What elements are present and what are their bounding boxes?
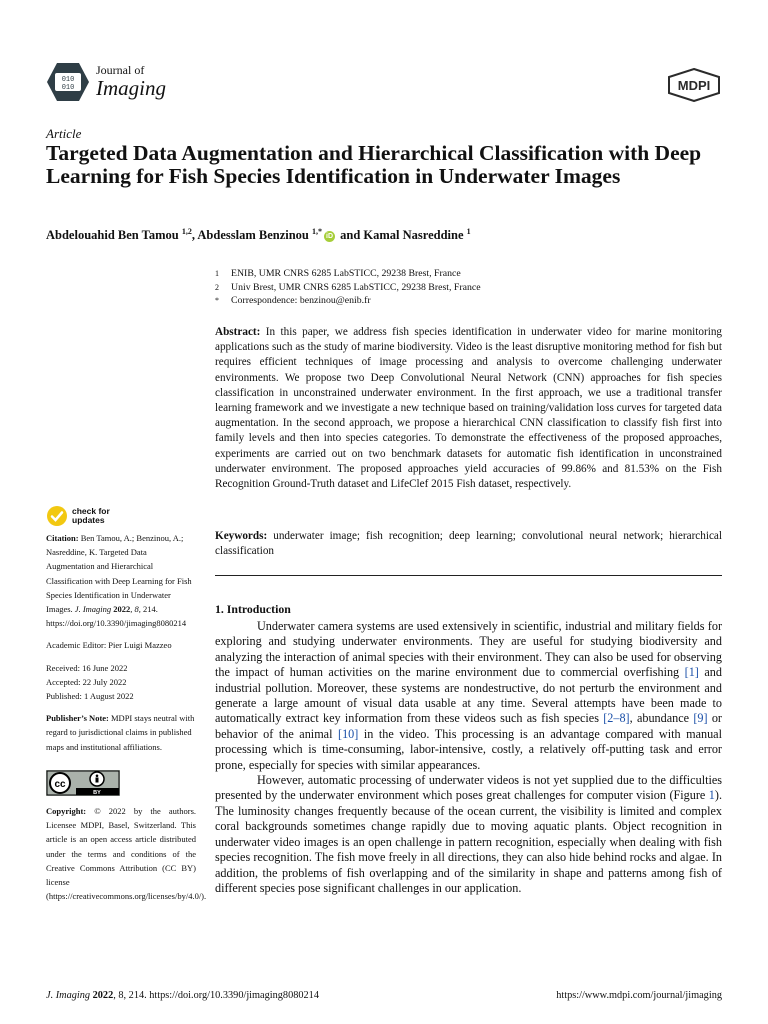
check-line-1: check for	[72, 506, 110, 516]
citation-volume: 8	[134, 604, 139, 615]
article-title: Targeted Data Augmentation and Hierarchical Classification with Deep Learning for Fish Species Identification in Underwater Images	[46, 141, 702, 188]
text-run: However, automatic processing of underwater videos is not yet supplied due to the difficulties presented by the underwater environment which poses great challenges for computer vision (Figure	[215, 773, 722, 803]
abstract-label: Abstract:	[215, 326, 261, 338]
footer-year: 2022	[92, 990, 114, 1001]
text-run: ). The luminosity changes frequently because of the ocean current, the visibility is limited and complex coral backgrounds sometimes change rapidly due to moving aquatic plants. Object recognition in underwater video images is an open challenge in pattern recognition, especially when dealing with fish species recognition. The fish move freely in all directions, they can also hide behind rocks and algae. In addition, the problems of fish overlapping and of the similarity in shape and patterns among fish of different species pose significant challenges in our application.	[215, 788, 722, 895]
citation-block: Citation: Ben Tamou, A.; Benzinou, A.; Nasreddine, K. Targeted Data Augmentation and Hierarchical Classification with Deep Learning for Fish Species Identification in Underwater Images. J. Imaging 2022, 8, 214. https://doi.org/10.3390/jimaging8080214	[46, 533, 192, 629]
section-heading-introduction: 1. Introduction	[215, 602, 291, 616]
intro-paragraph-2	[215, 773, 722, 896]
text-run: in the video. This processing is an advantage compared with manual processing which is time-consuming, labor-intensive, costly, a relatively off-putting task and error prone, especially for species with similar appearances.	[215, 726, 722, 772]
copyright-label: Copyright:	[46, 806, 87, 817]
author-conjunction: and	[340, 228, 361, 243]
publisher-note	[46, 711, 196, 754]
svg-text:cc: cc	[54, 778, 66, 790]
journal-prefix: Journal of	[96, 63, 145, 77]
affiliations	[215, 267, 481, 308]
footer-journal-url[interactable]: https://www.mdpi.com/journal/jimaging	[556, 990, 722, 1001]
affiliation-text: ENIB, UMR CNRS 6285 LabSTICC, 29238 Brest, France	[231, 268, 461, 279]
author-affil-mark: 1,2	[181, 227, 192, 236]
text-run: , abundance	[629, 711, 694, 726]
author-affil-mark: 1,*	[312, 227, 322, 236]
citation-label: Citation:	[46, 533, 79, 543]
footer-citation	[46, 990, 319, 1001]
abstract	[215, 325, 722, 492]
keywords-text: underwater image; fish recognition; deep learning; convolutional neural network; hierarchical classification	[215, 530, 722, 558]
publisher-note-text: MDPI stays neutral with regard to jurisdictional claims in published maps and institutional affiliations.	[46, 713, 195, 752]
affiliation-mark: 1	[215, 269, 219, 278]
citation-text: Ben Tamou, A.; Benzinou, A.; Nasreddine, K. Targeted Data Augmentation and Hierarchical Classification with Deep Learning for Fish Species Identification in Underwater Images.	[46, 533, 192, 615]
citation-journal: J. Imaging	[74, 604, 112, 615]
section-divider	[215, 575, 722, 576]
citation-link[interactable]: [1]	[684, 665, 699, 680]
orcid-icon[interactable]: iD	[326, 233, 333, 241]
author-affil-mark: 1	[466, 227, 471, 236]
abstract-text: In this paper, we address fish species identification in underwater video for marine monitoring applications such as the study of marine biodiversity. Video is the least disruptive monitoring method for fish but requires efficient techniques of image processing and analysis to overcome challenging underwater environments. We propose two Deep Convolutional Neural Network (CNN) approaches for fish species classification in unconstrained underwater environment. In the first approach, we use a traditional transfer learning framework and we investigate a new technique based on training/validation loss curves for targeted data augmentation. In the second approach, we propose a hierarchical CNN classification to classify fish first into family levels and then into species categories. To demonstrate the effectiveness of the proposed approaches, experiments are carried out on two benchmark datasets for automatic fish identification in unconstrained underwater environment. The proposed approaches yield accuracies of 99.86% and 81.53% on the Fish Recognition Ground-Truth dataset and LifeClef 2015 Fish dataset, respectively.	[215, 326, 723, 491]
check-line-2: updates	[72, 515, 105, 525]
citation-year: 2022	[113, 604, 131, 615]
keywords-label: Keywords:	[215, 530, 268, 542]
article-info-sidebar	[46, 531, 207, 903]
check-for-updates-icon	[46, 505, 68, 527]
citation-doi[interactable]: , 214. https://doi.org/10.3390/jimaging8080214	[46, 604, 187, 629]
cc-by-license-icon[interactable]	[46, 770, 120, 796]
mdpi-logo-icon	[666, 68, 722, 102]
copyright-text: © 2022 by the authors. Licensee MDPI, Basel, Switzerland. This article is an open access article distributed under the terms and conditions of the Creative Commons Attribution (CC BY) license (https://creativecommons.org/licenses/by/4.0/).	[46, 806, 207, 902]
correspondence-text[interactable]: Correspondence: benzinou@enib.fr	[231, 295, 371, 306]
footer-journal: J. Imaging	[46, 990, 91, 1001]
keywords	[215, 529, 722, 559]
svg-text:010: 010	[61, 76, 75, 84]
academic-editor: Academic Editor: Pier Luigi Mazzeo	[46, 640, 172, 651]
svg-text:010: 010	[61, 84, 75, 92]
affiliation-mark: 2	[215, 282, 219, 292]
citation-link[interactable]: [9]	[693, 711, 708, 726]
dates-block	[46, 661, 196, 704]
copyright-block	[46, 804, 207, 903]
journal-imaging-logo-icon	[46, 62, 90, 102]
author-list: Abdelouahid Ben Tamou $^{1,2}$, Abdesslam Benzinou $^{1,*}$iD and Kamal Nasreddine $^1$	[46, 227, 471, 243]
check-for-updates-label	[72, 507, 110, 525]
author-name[interactable]: Abdesslam Benzinou	[197, 228, 309, 243]
text-run: and industrial pollution. Moreover, these systems are nondestructive, do not perturb the environment and generate a large amount of visual data usable at any time. Several attempts have been made to automatically extract key information from these videos such as fish species	[215, 665, 722, 726]
affiliation-item	[215, 267, 481, 281]
figure-link[interactable]: 1	[708, 788, 715, 803]
affiliation-mark: *	[215, 296, 219, 305]
publisher-note-label: Publisher’s Note:	[46, 713, 109, 724]
citation-link[interactable]: [2–8]	[603, 711, 630, 726]
mdpi-logo-text: MDPI	[677, 78, 711, 93]
received-date: Received: 16 June 2022	[46, 662, 128, 673]
journal-name	[96, 64, 166, 99]
citation-link[interactable]: [10]	[338, 726, 359, 741]
introduction-body	[215, 619, 722, 896]
check-for-updates-button[interactable]	[46, 505, 110, 527]
svg-text:BY: BY	[93, 789, 101, 796]
affiliation-item	[215, 281, 481, 295]
text-run: Underwater camera systems are used extensively in scientific, industrial and military fields for exploring and studying underwater environments. They are useful for studying biodiversity and analyzing the interaction of animal species with their environment. They can also be used for observing the impact of human activities on the marine environment due to commercial overfishing	[215, 619, 722, 680]
correspondence-item	[215, 294, 481, 308]
intro-paragraph-1	[215, 619, 722, 773]
accepted-date: Accepted: 22 July 2022	[46, 676, 127, 687]
author-name[interactable]: Abdelouahid Ben Tamou	[46, 228, 179, 243]
author-name[interactable]: Kamal Nasreddine	[363, 228, 464, 243]
text-run: or behavior of the animal	[215, 711, 722, 741]
published-date: Published: 1 August 2022	[46, 691, 134, 702]
journal-title: Imaging	[96, 76, 166, 100]
footer-doi[interactable]: , 8, 214. https://doi.org/10.3390/jimaging8080214	[113, 990, 319, 1001]
article-type: Article	[46, 126, 82, 141]
affiliation-text: Univ Brest, UMR CNRS 6285 LabSTICC, 29238 Brest, France	[231, 281, 481, 293]
